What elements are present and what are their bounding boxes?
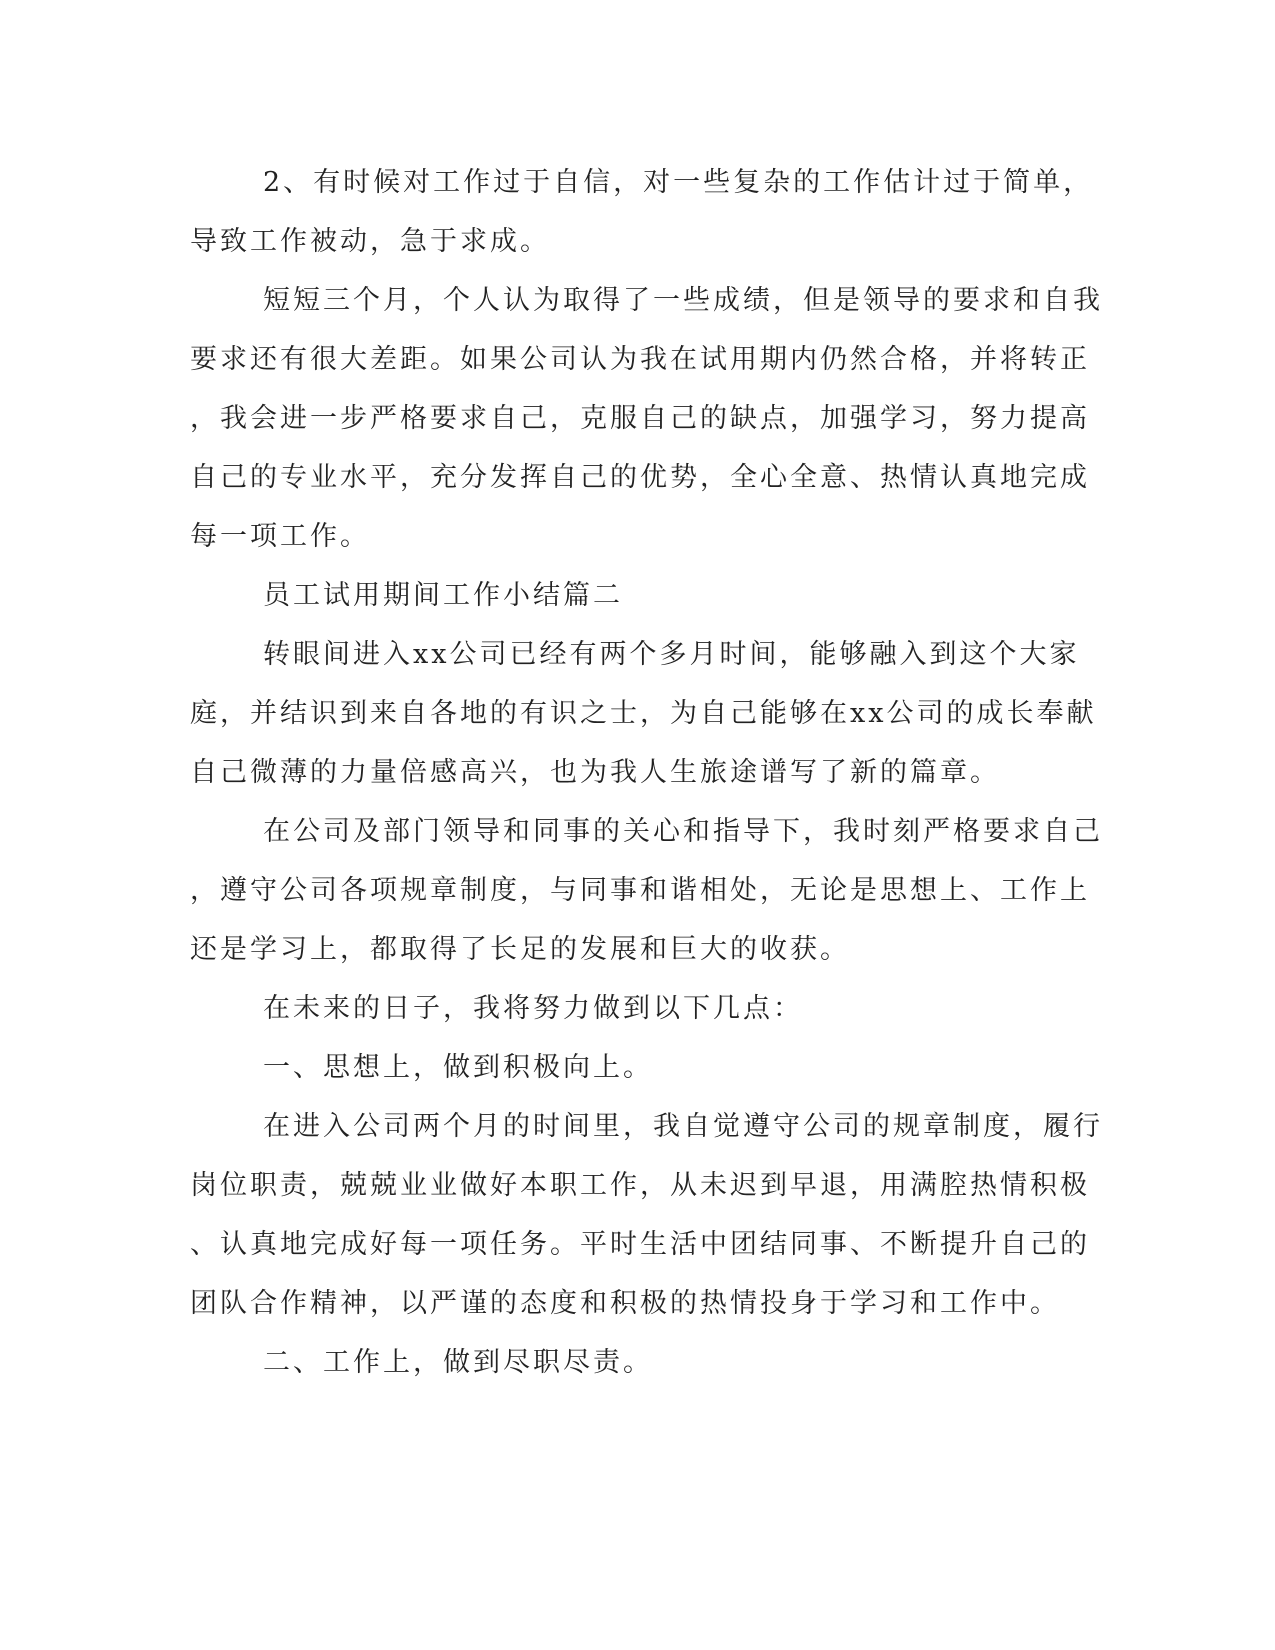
- text-line: 在公司及部门领导和同事的关心和指导下，我时刻严格要求自己: [263, 816, 1103, 847]
- text-line: ，我会进一步严格要求自己，克服自己的缺点，加强学习，努力提高: [190, 403, 1090, 434]
- text-line: 自己微薄的力量倍感高兴，也为我人生旅途谱写了新的篇章。: [190, 757, 1000, 788]
- text-line: 岗位职责，兢兢业业做好本职工作，从未迟到早退，用满腔热情积极: [190, 1170, 1090, 1201]
- text-line: 2、有时候对工作过于自信，对一些复杂的工作估计过于简单，: [263, 167, 1094, 198]
- text-line: 一、思想上，做到积极向上。: [263, 1052, 653, 1083]
- text-line: 在未来的日子，我将努力做到以下几点：: [263, 993, 803, 1024]
- text-line: 庭，并结识到来自各地的有识之士，为自己能够在xx公司的成长奉献: [190, 698, 1097, 729]
- text-line: 导致工作被动，急于求成。: [190, 226, 550, 257]
- text-line: 团队合作精神，以严谨的态度和积极的热情投身于学习和工作中。: [190, 1288, 1060, 1319]
- text-line: 短短三个月，个人认为取得了一些成绩，但是领导的要求和自我: [263, 285, 1103, 316]
- text-line: 每一项工作。: [190, 521, 370, 552]
- text-line: 要求还有很大差距。如果公司认为我在试用期内仍然合格，并将转正: [190, 344, 1090, 375]
- text-line: 还是学习上，都取得了长足的发展和巨大的收获。: [190, 934, 850, 965]
- text-line: 转眼间进入xx公司已经有两个多月时间，能够融入到这个大家: [263, 639, 1080, 670]
- text-line: 自己的专业水平，充分发挥自己的优势，全心全意、热情认真地完成: [190, 462, 1090, 493]
- text-line: 二、工作上，做到尽职尽责。: [263, 1347, 653, 1378]
- text-line: ，遵守公司各项规章制度，与同事和谐相处，无论是思想上、工作上: [190, 875, 1090, 906]
- section-heading: 员工试用期间工作小结篇二: [263, 580, 623, 611]
- text-line: 在进入公司两个月的时间里，我自觉遵守公司的规章制度，履行: [263, 1111, 1103, 1142]
- text-line: 、认真地完成好每一项任务。平时生活中团结同事、不断提升自己的: [190, 1229, 1090, 1260]
